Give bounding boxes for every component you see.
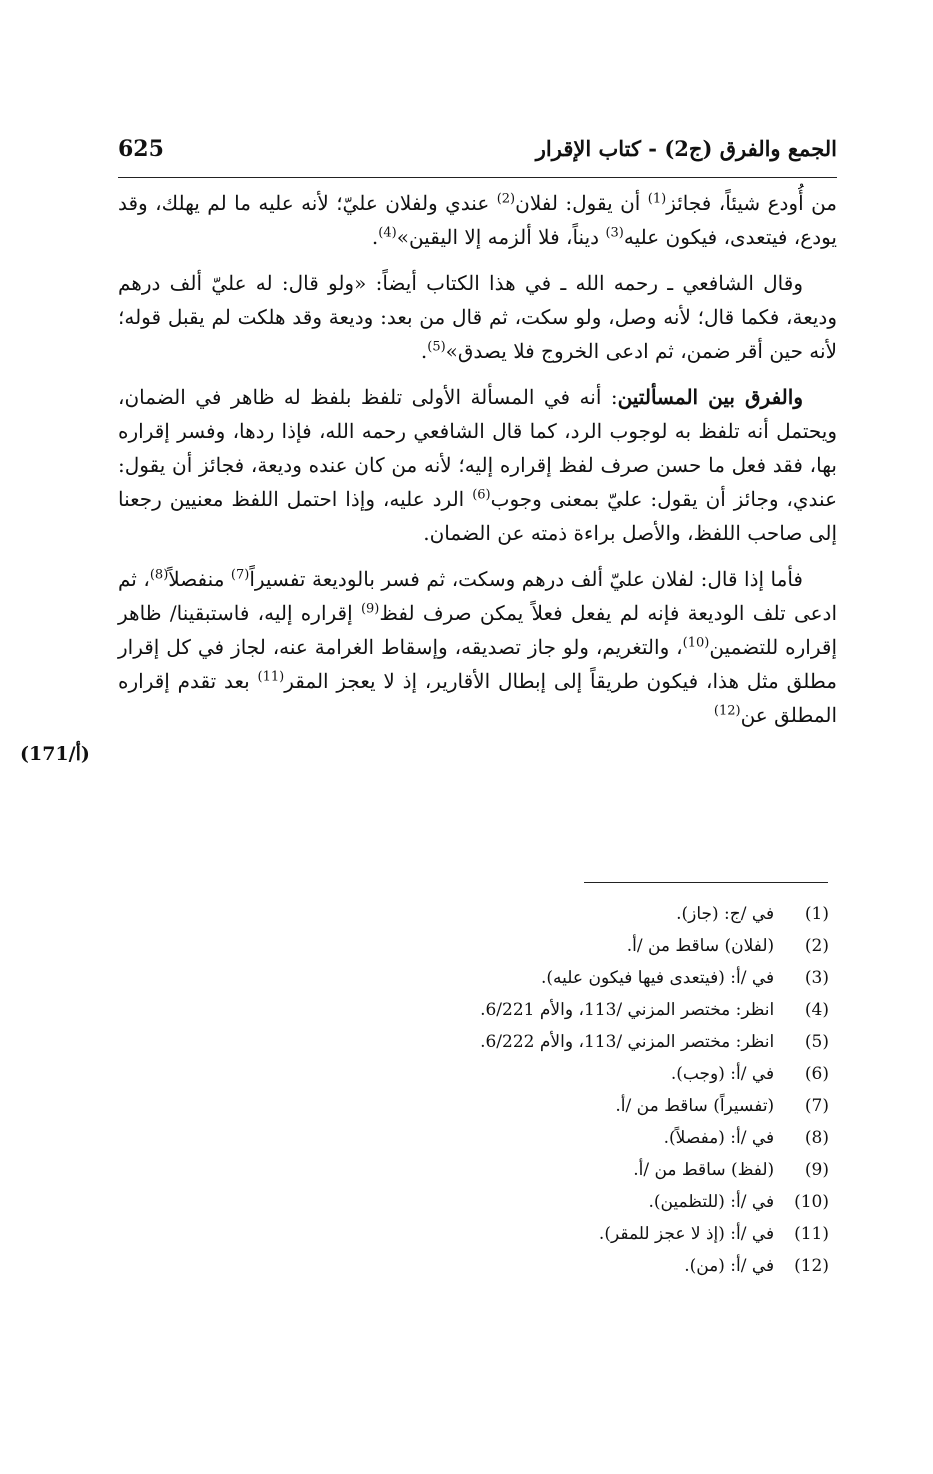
footnote-text: (لفظ) ساقط من /أ. [633, 1160, 775, 1180]
footnote-text: في /أ: (من). [684, 1256, 775, 1276]
footnote-marker: (1) [647, 191, 667, 207]
footnote-marker: (10) [682, 635, 710, 651]
paragraph [118, 380, 837, 550]
footnote-marker: (3) [605, 225, 624, 241]
footnote-marker: (8) [149, 567, 169, 583]
footnote-item [309, 1122, 829, 1154]
running-title: الجمع والفرق (ج2) - كتاب الإقرار [535, 136, 837, 161]
footnote-item [309, 1090, 829, 1122]
footnote-item [309, 1026, 829, 1058]
footnote-item [309, 1250, 829, 1282]
footnote-item [309, 930, 829, 962]
footnote-number: (9) [804, 1160, 829, 1180]
paragraph-lead: والفرق بين المسألتين [617, 385, 803, 409]
main-text [118, 186, 837, 744]
footnote-text: انظر: مختصر المزني /113، والأم 6/222. [480, 1032, 775, 1052]
footnote-number: (3) [804, 968, 829, 988]
footnote-text: في /أ: (فيتعدى فيها فيكون عليه). [541, 968, 775, 988]
footnote-number: (4) [804, 1000, 829, 1020]
text-run: ، ثم ادعى تلف الوديعة فإنه لم يفعل فعلاً يمكن صرف لفظ [118, 567, 838, 625]
text-run: من أُودع شيئاً، فجائز [666, 191, 838, 215]
footnote-text: في /ج: (جاز). [676, 904, 775, 924]
footnote-marker: (6) [472, 487, 491, 503]
footnote-marker: (5) [427, 339, 446, 355]
text-run: ديناً، فلا ألزمه إلا اليقين» [396, 225, 606, 249]
text-run: أن يقول: لفلان [515, 191, 648, 215]
footnote-marker: (9) [360, 601, 380, 617]
paragraph [118, 266, 837, 368]
footnote-text: (تفسيراً) ساقط من /أ. [615, 1096, 775, 1116]
footnote-marker: (2) [496, 191, 516, 207]
footnote-separator [584, 882, 828, 883]
text-run: فأما إذا قال: لفلان عليّ ألف درهم وسكت، ثم فسر بالوديعة تفسيراً [249, 567, 803, 591]
footnote-item [309, 1218, 829, 1250]
text-run: : أنه في المسألة الأولى تلفظ بلفظ له ظاهر في الضمان، ويحتمل أنه تلفظ به لوجوب الرد، كما قال الشافعي رحمه الله، فإذا ردها، وفسر إقراره بها، فقد فعل ما حسن صرف لفظ إقراره إليه؛ لأنه من كان عنده وديعة، فجائز أن يقول: عندي، وجائز أن يقول: عليّ بمعنى وجوب [118, 385, 837, 511]
text-run: عندي ولفلان عليّ؛ لأنه عليه ما لم يهلك، وقد يودع، فيتعدى، فيكون عليه [118, 191, 837, 249]
text-run: وقال الشافعي ـ رحمه الله ـ في هذا الكتاب أيضاً: «ولو قال: له عليّ ألف درهم وديعة، فكما قال؛ لأنه وصل، ولو سكت، ثم قال من بعد: وديعة وقد هلكت لم يقبل قوله؛ لأنه حين أقر ضمن، ثم ادعى الخروج فلا يصدق» [118, 271, 837, 363]
text-run: إقراره إليه، فاستبقينا/ ظاهر إقراره للتضمين [118, 601, 837, 659]
text-run: . [420, 339, 428, 363]
footnote-item [309, 994, 829, 1026]
header-rule [118, 177, 837, 178]
text-run: . [371, 225, 379, 249]
footnote-number: (7) [804, 1096, 829, 1116]
footnote-text: في /أ: (مفصلاً). [663, 1128, 775, 1148]
footnote-text: في /أ: (وجب). [670, 1064, 775, 1084]
page-header [118, 136, 837, 176]
footnote-marker: (7) [230, 567, 250, 583]
paragraph [118, 186, 837, 254]
footnote-item [309, 962, 829, 994]
manuscript-folio-reference: (171/أ) [20, 743, 90, 765]
footnote-item [309, 1186, 829, 1218]
footnote-number: (5) [804, 1032, 829, 1052]
footnote-text: (لفلان) ساقط من /أ. [626, 936, 775, 956]
footnote-number: (12) [794, 1256, 829, 1276]
footnote-number: (2) [804, 936, 829, 956]
text-run: منفصلاً [168, 567, 231, 591]
footnote-text: انظر: مختصر المزني /113، والأم 6/221. [480, 1000, 775, 1020]
footnote-number: (8) [804, 1128, 829, 1148]
text-run: ، والتغريم، ولو جاز تصديقه، وإسقاط الغرامة عنه، لجاز في كل إقرار مطلق مثل هذا، فيكون طريقاً إلى إبطال الأقارير، إذ لا يعجز المقر [118, 635, 837, 693]
footnote-number: (1) [804, 904, 829, 924]
footnote-number: (6) [804, 1064, 829, 1084]
footnote-item [309, 1058, 829, 1090]
footnote-number: (10) [794, 1192, 829, 1212]
footnote-marker: (11) [257, 669, 285, 685]
text-run: بعد تقدم إقراره المطلق عن [118, 669, 837, 727]
footnote-text: في /أ: (للتظمين). [648, 1192, 775, 1212]
footnote-number: (11) [794, 1224, 829, 1244]
text-run: الرد عليه، وإذا احتمل اللفظ معنيين رجعنا إلى صاحب اللفظ، والأصل براءة ذمته عن الضمان. [118, 487, 837, 545]
footnote-marker: (4) [378, 225, 397, 241]
footnote-text: في /أ: (إذ لا عجز للمقر). [598, 1224, 775, 1244]
footnotes [309, 898, 829, 1282]
page-number: 625 [118, 136, 164, 162]
paragraph [118, 562, 837, 732]
footnote-item [309, 898, 829, 930]
footnote-marker: (12) [713, 703, 741, 719]
footnote-item [309, 1154, 829, 1186]
